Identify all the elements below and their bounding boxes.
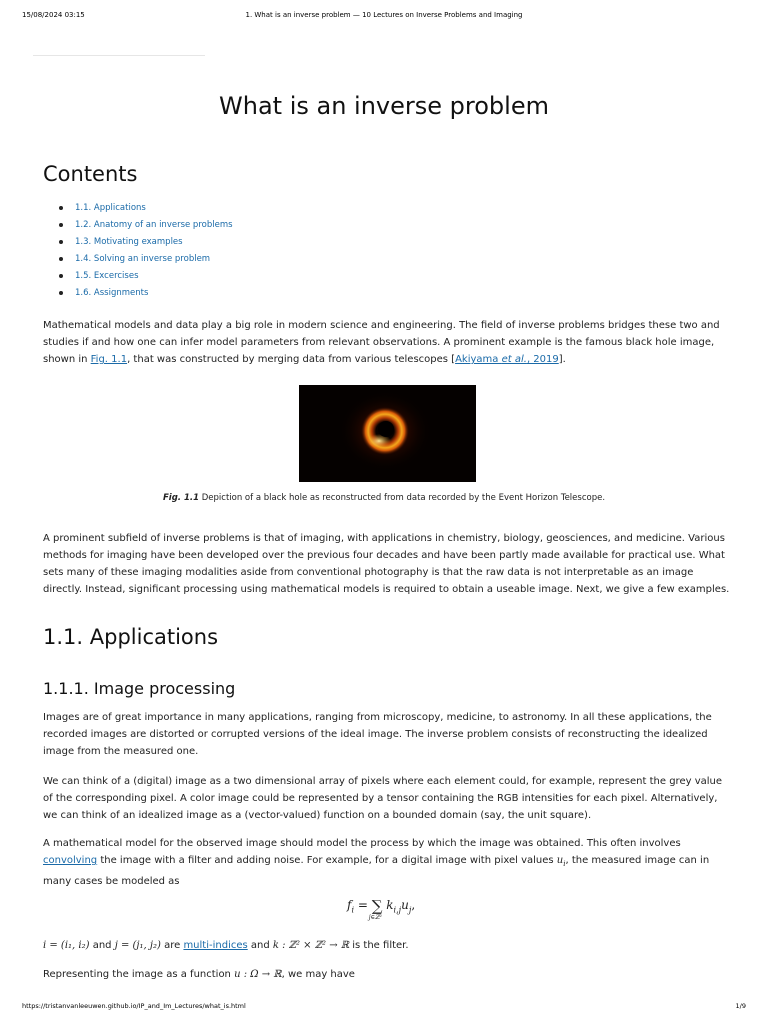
math-k-definition: k : ℤ² × ℤ² → ℝ (272, 940, 350, 951)
print-header (0, 11, 768, 23)
math-u-symbol: u (556, 855, 564, 866)
math-u-function: u : Ω → ℝ (234, 969, 282, 980)
equation-u: u (401, 898, 409, 912)
black-hole-graphic (299, 385, 476, 482)
table-of-contents (60, 201, 233, 303)
multi-indices-paragraph (43, 937, 733, 954)
figure-caption (0, 493, 768, 503)
equation-sum (368, 897, 383, 921)
caption-label: Fig. 1.1 (162, 493, 200, 503)
model-paragraph (43, 835, 733, 890)
function-paragraph (43, 966, 733, 983)
black-hole-image (299, 385, 476, 482)
equation-body (347, 897, 416, 921)
intro-text: , that was constructed by merging data from various telescopes [ (127, 354, 456, 365)
function-text: Representing the image as a function (43, 969, 235, 980)
equation-comma: , (411, 898, 416, 912)
indices-text: are (160, 940, 184, 951)
print-url: https://tristanvanleeuwen.github.io/IP_and_Im_Lectures/what_is.html (22, 1002, 246, 1010)
toc-item (60, 252, 233, 269)
citation-link[interactable] (455, 354, 559, 365)
figure-reference-link[interactable]: Fig. 1.1 (90, 354, 128, 365)
intro-text: ]. (558, 354, 566, 365)
toc-link-exercises[interactable]: 1.5. Excercises (75, 271, 139, 281)
function-text: , we may have (281, 969, 355, 980)
toc-link-solving[interactable]: 1.4. Solving an inverse problem (75, 254, 211, 264)
equation-equals: = (354, 898, 372, 912)
math-i-definition: i = (i₁, i₂) (43, 940, 90, 951)
print-footer (0, 1002, 768, 1014)
toc-item (60, 201, 233, 218)
citation-author: Akiyama (455, 354, 502, 365)
citation-etal: et al. (501, 354, 527, 365)
indices-text: and (89, 940, 115, 951)
indices-text: and (247, 940, 273, 951)
images-paragraph: Images are of great importance in many applications, ranging from microscopy, medicine, to astronomy. In all these applications, the recorded images are distorted or corrupted versions of the ideal image. The inverse problem consists of reconstructing the idealized image from the measured one. (43, 712, 712, 757)
sum-subscript: j∈ℤ² (368, 914, 382, 921)
equation-lhs-subscript: i (351, 905, 355, 915)
model-text: the image with a filter and adding noise. For example, for a digital image with pixel values (97, 855, 557, 866)
toc-item (60, 286, 233, 303)
toc-link-applications[interactable]: 1.1. Applications (75, 203, 146, 213)
intro-paragraph (43, 317, 733, 368)
intro-text: Mathematical models and data play a big role in modern science and engineering. The field of inverse problems bridges these two and studies if and how one can infer model parameters from relevant observations. A prominent example is the famous black hole image, shown in (43, 320, 720, 365)
page-number: 1/9 (735, 1002, 746, 1010)
equation-k: k (386, 898, 394, 912)
model-text: A mathematical model for the observed image should model the process by which the image was obtained. This often involves (43, 838, 681, 849)
section-heading-applications: 1.1. Applications (43, 625, 219, 649)
math-u-subscript: i (563, 860, 566, 868)
equation-lhs: f (347, 898, 352, 912)
math-j-definition: j = (j₁, j₂) (114, 940, 161, 951)
sum-symbol: ∑ (371, 897, 383, 915)
toc-item (60, 269, 233, 286)
caption-text: Depiction of a black hole as reconstructed from data recorded by the Event Horizon Telescope. (199, 493, 606, 503)
digital-image-paragraph: We can think of a (digital) image as a two dimensional array of pixels where each element could, for example, represent the grey value of the corresponding pixel. A color image could be represented by a tensor containing the RGB intensities for each pixel. Alternatively, we can think of an idealized image as a (vector-valued) function on a bounded domain (say, the unit square). (43, 776, 723, 821)
equation-k-subscript: i,j (393, 905, 402, 915)
toc-link-motivating-examples[interactable]: 1.3. Motivating examples (75, 237, 183, 247)
contents-heading: Contents (43, 162, 138, 186)
multi-indices-link[interactable]: multi-indices (183, 940, 248, 951)
subsection-heading-image-processing: 1.1.1. Image processing (43, 679, 236, 698)
indices-text: is the filter. (349, 940, 409, 951)
convolution-equation (0, 893, 768, 925)
toc-link-assignments[interactable]: 1.6. Assignments (75, 288, 149, 298)
toc-item (60, 218, 233, 235)
toc-link-anatomy[interactable]: 1.2. Anatomy of an inverse problems (75, 220, 233, 230)
toc-item (60, 235, 233, 252)
page-title: What is an inverse problem (219, 92, 549, 120)
model-text: , the measured image can in many cases be modeled as (43, 855, 710, 887)
print-document-title: 1. What is an inverse problem — 10 Lectures on Inverse Problems and Imaging (245, 11, 523, 19)
print-timestamp: 15/08/2024 03:15 (22, 11, 85, 19)
convolving-link[interactable]: convolving (43, 855, 98, 866)
equation-u-subscript: j (408, 905, 412, 915)
citation-year: , 2019 (526, 354, 559, 365)
imaging-paragraph: A prominent subfield of inverse problems is that of imaging, with applications in chemistry, biology, geosciences, and medicine. Various methods for imaging have been developed over the previous four decades and have been partly made available for practical use. What sets many of these imaging modalities aside from conventional photography is that the raw data is not interpretable as an image directly. Instead, significant processing using mathematical models is required to obtain a useable image. Next, we give a few examples. (43, 533, 730, 595)
top-divider (33, 55, 205, 56)
